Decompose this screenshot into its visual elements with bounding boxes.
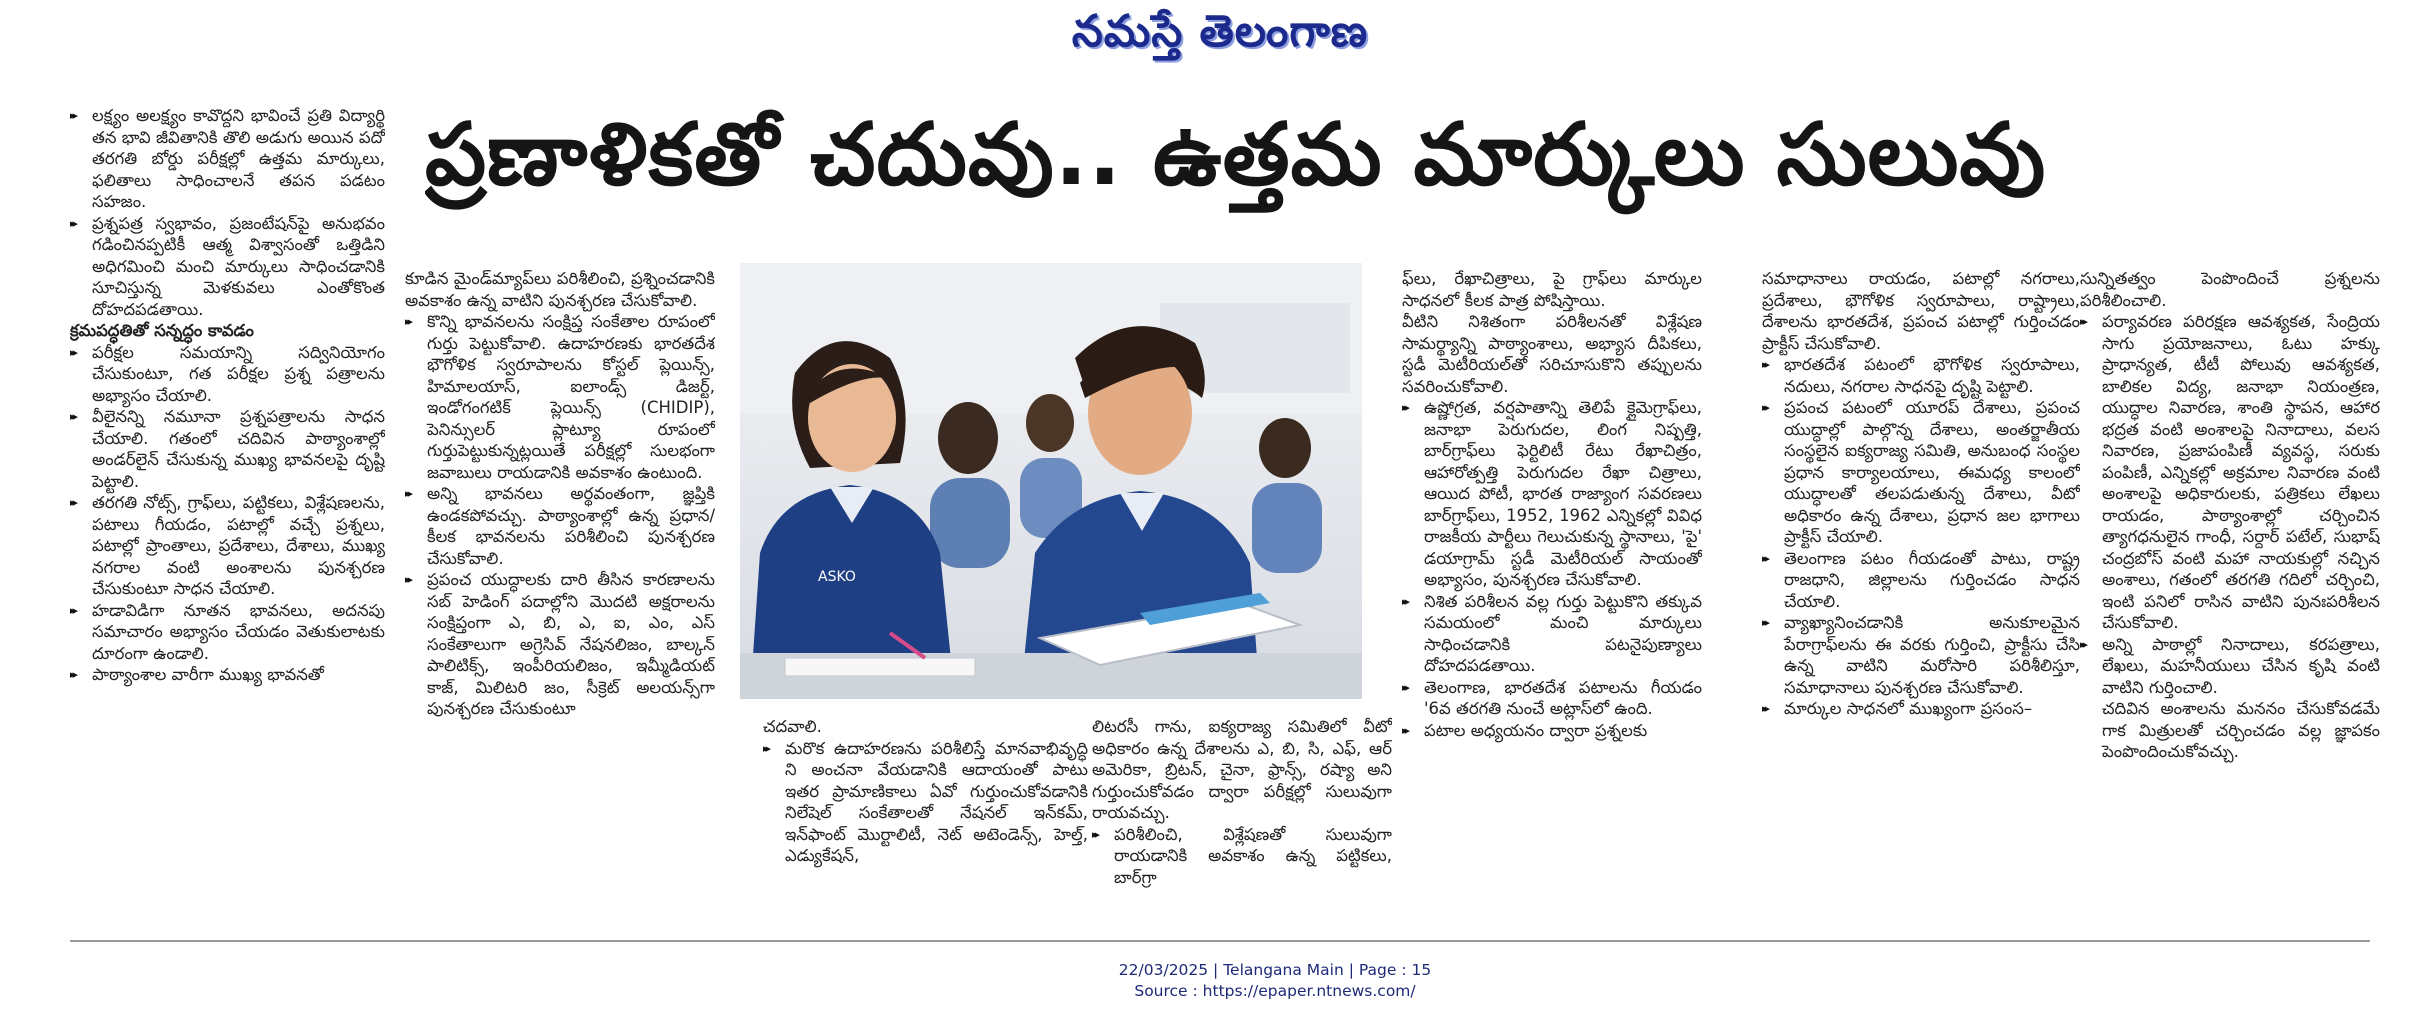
article-paragraph: ▸▸ వీలైనన్ని నమూనా ప్రశ్నపత్రాలను సాధన చేయాలి. గతంలో చదివిన పాఠ్యాంశాల్లో అండర్‌లైన్ చేసుకున్న ముఖ్య భావనలపై దృష్టి పెట్టాలి. [70,406,385,492]
article-column-4 [1092,716,1392,916]
article-paragraph: ఫ్‌లు, రేఖాచిత్రాలు, పై గ్రాఫ్‌లు మార్కుల సాధనలో కీలక పాత్ర పోషిస్తాయి. [1402,269,1702,310]
shirt-logo-text: ASKO [818,569,856,585]
article-paragraph: ▸▸ లక్ష్యం అలక్ష్యం కావొద్దని భావించే ప్రతి విద్యార్థి తన భావి జీవితానికి తొలి అడుగు అయిన పదో తరగతి బోర్డు పరీక్షల్లో ఉత్తమ మార్కులు, ఫలితాలు సాధించాలనే తపన పడటం సహజం. [70,105,385,213]
article-paragraph: లిటరసీ గాను, ఐక్యరాజ్య సమితిలో వీటో అధికారం ఉన్న దేశాలను ఎ, బి, సి, ఎఫ్, ఆర్‌ అమెరికా, బ్రిటన్, చైనా, ఫ్రాన్స్, రష్యా అని గుర్తుంచుకోవడం ద్వారా పరీక్షల్లో సులువుగా రాయవచ్చు. [1092,717,1392,822]
article-paragraph: ▸▸ తరగతి నోట్స్, గ్రాఫ్‌లు, పట్టికలు, విశ్లేషణలను, పటాలు గీయడం, పటాల్లో వచ్చే ప్రశ్నలు, పటాల్లో ప్రాంతాలు, ప్రదేశాలు, దేశాలు, ముఖ్య నగరాల వంటి అంశాలను పునశ్చరణ చేసుకుంటూ సాధన చేయాలి. [70,492,385,600]
article-paragraph: ▸▸ అన్ని పాఠాల్లో నినాదాలు, కరపత్రాలు, లేఖలు, మహనీయులు చేసిన కృషి వంటి వాటిని గుర్తించాలి. [2080,634,2380,699]
footer-edition-line: 22/03/2025 | Telangana Main | Page : 15 [1118,961,1432,979]
article-column-3 [763,716,1088,916]
article-column-7 [2080,268,2380,916]
article-paragraph: చదవాలి. [763,717,822,736]
section-subheading: క్రమపద్ధతితో సన్నద్ధం కావడం [70,321,254,340]
article-paragraph: ▸▸ పరిశీలించి, విశ్లేషణతో సులువుగా రాయడానికి అవకాశం ఉన్న పట్టికలు, బార్‌గ్రా [1092,824,1392,889]
article-paragraph: ▸▸ తెలంగాణ పటం గీయడంతో పాటు, రాష్ట్ర రాజధాని, జిల్లాలను గుర్తించడం సాధన చేయాలి. [1762,548,2080,613]
article-column-1 [70,105,385,915]
article-paragraph: కూడిన మైండ్‌మ్యాప్‌లు పరిశీలించి, ప్రశ్నించడానికి అవకాశం ఉన్న వాటిని పునశ్చరణ చేసుకోవాలి. [405,269,715,310]
article-paragraph: ▸▸ కొన్ని భావనలను సంక్షిప్త సంకేతాల రూపంలో గుర్తు పెట్టుకోవాలి. ఉదాహరణకు భారతదేశ భౌగోళిక స్వరూపాలను కోస్టల్ ప్లెయిన్స్, హిమాలయాస్, ఐలాండ్స్ డిజర్ట్, ఇండోగంగటిక్ ప్లెయిన్స్ (CHIDIP), పెనిన్సులర్ ప్లాట్యూ రూపంలో గుర్తుపెట్టుకున్నట్లయితే పరీక్షల్లో సులభంగా జవాబులు రాయడానికి అవకాశం ఉంటుంది. [405,311,715,483]
article-column-2 [405,268,715,916]
article-paragraph: సమాధానాలు రాయడం, పటాల్లో నగరాలు, ప్రదేశాలు, భౌగోళిక స్వరూపాలు, రాష్ట్రాలు, దేశాలను భారతదేశ, ప్రపంచ పటాల్లో గుర్తించడం ప్రాక్టీస్ చేసుకోవాలి. [1762,269,2080,353]
article-paragraph: ▸▸ మరొక ఉదాహరణను పరిశీలిస్తే మానవాభివృద్ధి ని అంచనా వేయడానికి ఆదాయంతో పాటు ఇతర ప్రామాణికాలు ఏవో గుర్తుంచుకోవడానికి నిలేషెల్ సంకేతాలతో నేషనల్ ఇన్‌కమ్, ఇన్‌ఫాంట్ మొర్టాలిటీ, నెట్ అటెండెన్స్, హెల్త్, ఎడ్యుకేషన్, [763,738,1088,867]
masthead-logo [1010,6,1430,68]
article-paragraph: ▸▸ ప్రశ్నపత్ర స్వభావం, ప్రజంటేషన్‌పై అనుభవం గడించినప్పటికీ ఆత్మ విశ్వాసంతో ఒత్తిడిని అధిగమించి మంచి మార్కులు సాధించడానికి సూచిస్తున్న మెళకువలు ఎంతోకొంత దోహదపడతాయి. [70,213,385,321]
footer-source-line: Source : https://epaper.ntnews.com/ [1134,982,1416,1000]
footer-divider [70,940,2370,942]
article-paragraph: ▸▸ మార్కుల సాధనలో ముఖ్యంగా ప్రసంస– [1762,698,2080,720]
article-paragraph: ▸▸ తెలంగాణ, భారతదేశ పటాలను గీయడం '6వ తరగతి నుంచే అట్లాస్‌లో ఉంది. [1402,677,1702,720]
students-photo [740,263,1362,699]
article-paragraph: ▸▸ ప్రపంచ పటంలో యూరప్ దేశాలు, ప్రపంచ యుద్ధాల్లో పాల్గొన్న దేశాలు, అంతర్జాతీయ సంస్థలైన ఐక్యరాజ్య సమితి, అనుబంధ సంస్థల ప్రధాన కార్యాలయాలు, ఈమధ్య కాలంలో యుద్ధాలతో తలపడుతున్న దేశాలు, వీటో అధికారం ఉన్న దేశాలు, ప్రధాన జల భాగాలు ప్రాక్టీస్ చేయాలి. [1762,397,2080,548]
article-paragraph: ▸▸ ప్రపంచ యుద్ధాలకు దారి తీసిన కారణాలను సబ్ హెడింగ్ పదాల్లోని మొదటి అక్షరాలను సంక్షిప్తంగా ఎ, బి, ఎ, ఐ, ఎం, ఎస్ సంకేతాలుగా అగ్రెసివ్ నేషనలిజం, బాల్కన్ పాలిటిక్స్, ఇంపీరియలిజం, ఇమ్మీడియట్ కాజ్, మిలిటరి జం, సీక్రెట్ అలయన్స్‌గా పునశ్చరణ చేసుకుంటూ [405,569,715,720]
article-paragraph: ▸▸ ఉష్ణోగ్రత, వర్షపాతాన్ని తెలిపే క్లైమెగ్రాఫ్‌లు, జనాభా పెరుగుదల, లింగ నిష్పత్తి, బార్‌గ్రాఫ్‌లు ఫెర్టిలిటీ రేటు రేఖాచిత్రం, ఆహారోత్పత్తి పెరుగుదల రేఖా చిత్రాలు, ఆయిద పోటీ, భారత రాజ్యాంగ సవరణలు బార్‌గ్రాఫ్‌లు, 1952, 1962 ఎన్నికల్లో వివిధ రాజకీయ పార్టీలు గెలుచుకున్న స్థానాలు, 'పై' డయాగ్రామ్ స్టడీ మెటీరియల్ సాయంతో అభ్యాసం, పునశ్చరణ చేసుకోవాలి. [1402,397,1702,591]
page-footer [950,960,1600,1002]
article-paragraph: సున్నితత్వం పెంపొందించే ప్రశ్నలను పరిశీలించాలి. [2080,269,2380,310]
article-column-5 [1402,268,1702,916]
article-paragraph: ▸▸ భారతదేశ పటంలో భౌగోళిక స్వరూపాలు, నదులు, నగరాల సాధనపై దృష్టి పెట్టాలి. [1762,354,2080,397]
article-column-6 [1762,268,2080,916]
article-paragraph: ▸▸ పటాల అధ్యయనం ద్వారా ప్రశ్నలకు [1402,720,1702,742]
article-paragraph: ▸▸ హడావిడిగా నూతన భావనలు, అదనపు సమాచారం అభ్యాసం చేయడం వెతుకులాటకు దూరంగా ఉండాలి. [70,600,385,665]
masthead-title: నమస్తే తెలంగాణ [1071,6,1369,57]
article-paragraph: ▸▸ పరీక్షల సమయాన్ని సద్వినియోగం చేసుకుంటూ, గత పరీక్షల ప్రశ్న పత్రాలను అభ్యాసం చేయాలి. [70,342,385,407]
article-headline: ప్రణాళికతో చదువు.. ఉత్తమ మార్కులు సులువు [425,104,2047,205]
article-paragraph: చదివిన అంశాలను మననం చేసుకోవడమే గాక మిత్రులతో చర్చించడం వల్ల జ్ఞాపకం పెంపొందించుకోవచ్చు. [2102,699,2380,761]
article-paragraph: ▸▸ పాఠ్యాంశాల వారీగా ముఖ్య భావనతో [70,664,385,686]
article-paragraph: ▸▸ అన్ని భావనలు అర్థవంతంగా, జ్ఞప్తికి ఉండకపోవచ్చు. పాఠ్యాంశాల్లో ఉన్న ప్రధాన/కీలక భావనలను పరిశీలించి పునశ్చరణ చేసుకోవాలి. [405,483,715,569]
article-paragraph: ▸▸ పర్యావరణ పరిరక్షణ ఆవశ్యకత, సేంద్రియ సాగు ప్రయోజనాలు, ఓటు హక్కు ప్రాధాన్యత, టీటీ పోలువు ఆవశ్యకత, బాలికల విద్య, జనాభా నియంత్రణ, యుద్ధాల నివారణ, శాంతి స్థాపన, ఆహార భద్రత వంటి అంశాలపై నినాదాలు, వలస నివారణ, ప్రజాపంపిణీ వ్యవస్థ, సరుకు పంపిణీ, ఎన్నికల్లో అక్రమాల నివారణ వంటి అంశాలపై అధికారులకు, పత్రికలు లేఖలు రాయడం, పాఠ్యాంశాల్లో చర్చించిన త్యాగధనులైన గాంధీ, సర్దార్ పటేల్, సుభాష్ చంద్రబోస్ వంటి మహా నాయకుల్లో నచ్చిన అంశాలు, గతంలో తరగతి గదిలో చర్చించి, ఇంటి పనిలో రాసిన వాటిని పునఃపరిశీలన చేసుకోవాలి. [2080,311,2380,634]
article-paragraph: ▸▸ నిశిత పరిశీలన వల్ల గుర్తు పెట్టుకొని తక్కువ సమయంలో మంచి మార్కులు సాధించడానికి పటనైపుణ్యాలు దోహదపడతాయి. [1402,591,1702,677]
students-illustration [740,263,1362,699]
article-paragraph: ▸▸ వ్యాఖ్యానించడానికి అనుకూలమైన పేరాగ్రాఫ్‌లను ఈ వరకు గుర్తించి, ప్రాక్టీసు చేసి ఉన్న వాటిని మరోసారి పరిశీలిస్తూ, సమాధానాలు పునశ్చరణ చేసుకోవాలి. [1762,612,2080,698]
article-paragraph: వీటిని నిశితంగా పరిశీలనతో విశ్లేషణ సామర్థ్యాన్ని పాఠ్యాంశాలు, అభ్యాస దీపికలు, స్టడీ మెటీరియల్‌తో సరిచూసుకొని తప్పులను సవరించుకోవాలి. [1402,312,1702,396]
